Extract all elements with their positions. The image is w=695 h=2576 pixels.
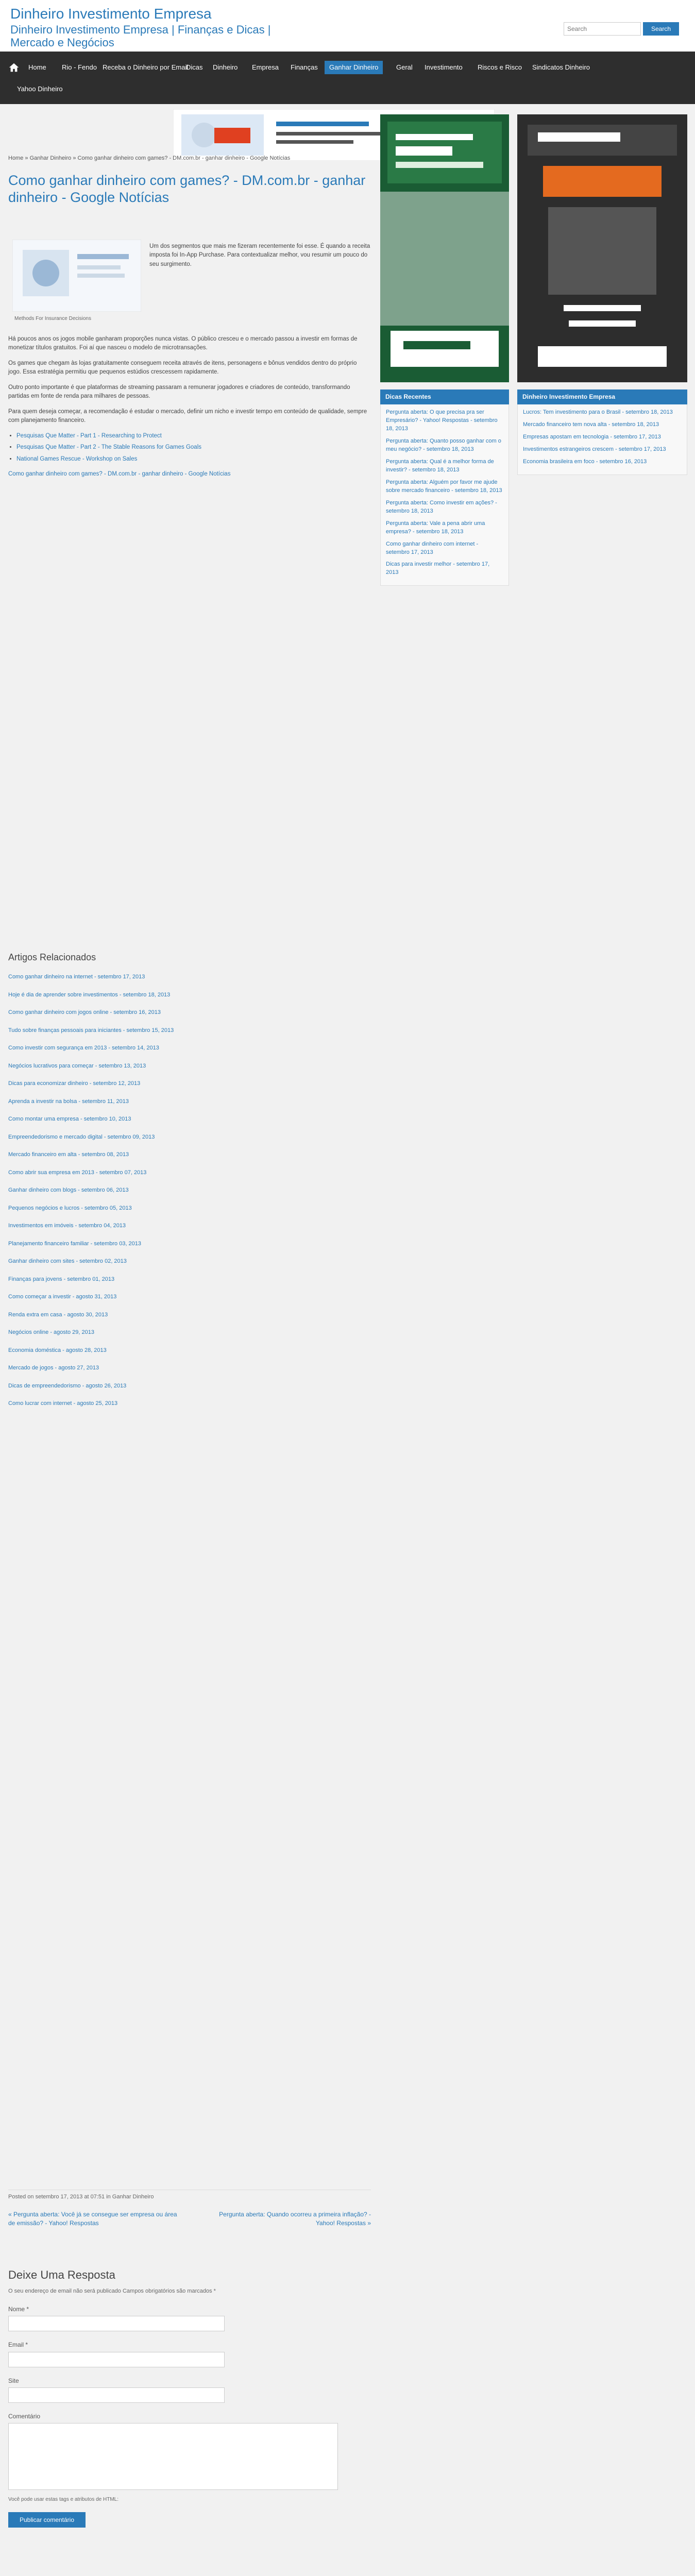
- next-post-link[interactable]: Pergunta aberta: Quando ocorreu a primeira inflação? - Yahoo! Respostas »: [219, 2211, 371, 2227]
- related-heading: Artigos Relacionados: [8, 952, 96, 962]
- related-item[interactable]: Renda extra em casa - agosto 30, 2013: [8, 1311, 108, 1318]
- post-paragraph: Os games que chegam às lojas gratuitamente conseguem receita através de itens, personagens e bônus vendidos dentro do próprio jogo. Essa estratégia permitiu que pequenos estúdios crescessem rapidamente.: [8, 360, 357, 376]
- nav-home[interactable]: Home: [28, 63, 46, 71]
- submit-comment-button[interactable]: Publicar comentário: [8, 2512, 86, 2528]
- respond-title: Deixe Uma Resposta: [8, 2268, 115, 2281]
- post-meta: Posted on setembro 17, 2013 at 07:51 in Ganhar Dinheiro: [8, 2190, 371, 2201]
- nav-ganhar-dinheiro[interactable]: Ganhar Dinheiro: [325, 61, 383, 74]
- related-item[interactable]: Dicas de empreendedorismo - agosto 26, 2013: [8, 1382, 127, 1389]
- sidebar-right-item[interactable]: Mercado financeiro tem nova alta - setembro 18, 2013: [523, 421, 659, 428]
- search-button[interactable]: Search: [643, 22, 679, 36]
- nav-rio-fendo[interactable]: Rio - Fendo: [62, 63, 97, 71]
- related-item[interactable]: Dicas para economizar dinheiro - setembro 12, 2013: [8, 1080, 141, 1087]
- nav-investimento[interactable]: Investimento: [425, 63, 463, 71]
- related-item[interactable]: Finanças para jovens - setembro 01, 2013: [8, 1276, 115, 1282]
- related-item[interactable]: Como começar a investir - agosto 31, 2013: [8, 1294, 117, 1300]
- related-item[interactable]: Economia doméstica - agosto 28, 2013: [8, 1347, 107, 1353]
- sidebar-right-item[interactable]: Lucros: Tem investimento para o Brasil - setembro 18, 2013: [523, 409, 673, 416]
- post-content: [8, 335, 371, 485]
- sidebar-right-item[interactable]: Empresas apostam em tecnologia - setembro 17, 2013: [523, 434, 661, 440]
- name-field[interactable]: [8, 2316, 225, 2331]
- related-item[interactable]: Pequenos negócios e lucros - setembro 05, 2013: [8, 1205, 132, 1211]
- site-field[interactable]: [8, 2387, 225, 2403]
- post-paragraph: Outro ponto importante é que plataformas de streaming passaram a remunerar jogadores e criadores de conteúdo, transformando partidas em fonte de renda para milhares de pessoas.: [8, 384, 350, 400]
- sidebar-right-item[interactable]: Investimentos estrangeiros crescem - setembro 17, 2013: [523, 446, 666, 453]
- home-icon[interactable]: [8, 62, 20, 73]
- site-description: Dinheiro Investimento Empresa | Finanças e Dicas | Mercado e Negócios: [10, 23, 271, 49]
- sidebar-left-item[interactable]: Dicas para investir melhor - setembro 17, 2013: [386, 561, 490, 576]
- related-item[interactable]: Negócios lucrativos para começar - setembro 13, 2013: [8, 1062, 146, 1069]
- related-item[interactable]: Como montar uma empresa - setembro 10, 2013: [8, 1116, 131, 1122]
- real-estate-ad[interactable]: [380, 114, 509, 382]
- sidebar-left-item[interactable]: Pergunta aberta: Como investir em ações? - setembro 18, 2013: [386, 499, 497, 514]
- related-item[interactable]: Mercado de jogos - agosto 27, 2013: [8, 1365, 99, 1371]
- post-link[interactable]: Pesquisas Que Matter - Part 1 - Researching to Protect: [16, 432, 162, 439]
- sidebar-right-list: [517, 404, 687, 475]
- nav-sindicatos[interactable]: Sindicatos Dinheiro: [532, 63, 590, 71]
- sidebar-left: [380, 114, 509, 586]
- sidebar-right-item[interactable]: Economia brasileira em foco - setembro 16, 2013: [523, 459, 647, 465]
- sidebar-left-item[interactable]: Pergunta aberta: O que precisa pra ser Empresário? - Yahoo! Respostas - setembro 18, 2013: [386, 409, 498, 432]
- related-item[interactable]: Negócios online - agosto 29, 2013: [8, 1329, 94, 1335]
- nav-receba-email[interactable]: Receba o Dinheiro por Email: [103, 63, 189, 71]
- sidebar-right-title: Dinheiro Investimento Empresa: [517, 389, 687, 404]
- email-field[interactable]: [8, 2352, 225, 2367]
- site-label: Site: [8, 2377, 19, 2384]
- site-title[interactable]: Dinheiro Investimento Empresa: [10, 6, 212, 22]
- comment-form: [8, 2267, 371, 2528]
- sidebar-left-item[interactable]: Como ganhar dinheiro com internet - setembro 17, 2013: [386, 540, 479, 555]
- sidebar-left-list: [380, 404, 509, 586]
- post-illustration: [12, 240, 141, 312]
- related-item[interactable]: Tudo sobre finanças pessoais para iniciantes - setembro 15, 2013: [8, 1027, 174, 1033]
- nav-geral[interactable]: Geral: [396, 63, 413, 71]
- nav-riscos[interactable]: Riscos e Risco: [478, 63, 522, 71]
- post-navigation: [8, 2210, 371, 2228]
- related-item[interactable]: Como investir com segurança em 2013 - setembro 14, 2013: [8, 1045, 159, 1051]
- nav-yahoo[interactable]: Yahoo Dinheiro: [17, 85, 63, 93]
- post-link-list: [16, 432, 371, 464]
- related-item[interactable]: Como abrir sua empresa em 2013 - setembro 07, 2013: [8, 1169, 147, 1176]
- nav-financas[interactable]: Finanças: [291, 63, 318, 71]
- sidebar-left-item[interactable]: Pergunta aberta: Qual é a melhor forma de investir? - setembro 18, 2013: [386, 459, 494, 473]
- sidebar-left-item[interactable]: Pergunta aberta: Quanto posso ganhar com o meu negócio? - setembro 18, 2013: [386, 438, 501, 453]
- related-item[interactable]: Como ganhar dinheiro na internet - setembro 17, 2013: [8, 974, 145, 980]
- related-list: [8, 973, 371, 1417]
- sidebar-left-title: Dicas Recentes: [380, 389, 509, 404]
- related-item[interactable]: Empreendedorismo e mercado digital - setembro 09, 2013: [8, 1133, 155, 1140]
- post-image-caption: Methods For Insurance Decisions: [14, 316, 91, 321]
- post-link[interactable]: Pesquisas Que Matter - Part 2 - The Stable Reasons for Games Goals: [16, 444, 202, 451]
- post-paragraph: Um dos segmentos que mais me fizeram recentemente foi esse. É quando a receita imposta foi In-App Purchase. Para contextualizar melhor, vou resumir um pouco do seu surgimento.: [149, 243, 370, 267]
- sidebar-left-item[interactable]: Pergunta aberta: Alguém por favor me ajude sobre mercado financeiro - setembro 18, 2013: [386, 479, 502, 494]
- breadcrumb[interactable]: Home » Ganhar Dinheiro » Como ganhar dinheiro com games? - DM.com.br - ganhar dinheiro - Google Notícias: [8, 155, 291, 161]
- related-item[interactable]: Como lucrar com internet - agosto 25, 2013: [8, 1400, 118, 1406]
- related-item[interactable]: Planejamento financeiro familiar - setembro 03, 2013: [8, 1240, 142, 1247]
- related-item[interactable]: Hoje é dia de aprender sobre investimentos - setembro 18, 2013: [8, 991, 171, 998]
- post-link[interactable]: National Games Rescue - Workshop on Sales: [16, 455, 138, 462]
- sidebar-right: [517, 114, 687, 475]
- related-item[interactable]: Ganhar dinheiro com sites - setembro 02, 2013: [8, 1258, 127, 1264]
- related-item[interactable]: Ganhar dinheiro com blogs - setembro 06, 2013: [8, 1187, 129, 1193]
- main-nav: [0, 52, 695, 104]
- post-source-link[interactable]: Como ganhar dinheiro com games? - DM.com.br - ganhar dinheiro - Google Notícias: [8, 471, 231, 478]
- previous-post-link[interactable]: « Pergunta aberta: Você já se consegue ser empresa ou área de emissão? - Yahoo! Respostas: [8, 2211, 177, 2227]
- related-item[interactable]: Mercado financeiro em alta - setembro 08, 2013: [8, 1151, 129, 1158]
- post-intro: [149, 242, 371, 275]
- sidebar-left-item[interactable]: Pergunta aberta: Vale a pena abrir uma empresa? - setembro 18, 2013: [386, 520, 485, 535]
- nav-dinheiro[interactable]: Dinheiro: [213, 63, 238, 71]
- email-label: Email *: [8, 2341, 28, 2349]
- nav-dicas[interactable]: Dicas: [186, 63, 203, 71]
- html-tags-note: Você pode usar estas tags e atributos de HTML:: [8, 2497, 119, 2503]
- nav-empresa[interactable]: Empresa: [252, 63, 279, 71]
- related-item[interactable]: Como ganhar dinheiro com jogos online - setembro 16, 2013: [8, 1009, 161, 1015]
- comment-field[interactable]: [8, 2423, 338, 2490]
- respond-note: O seu endereço de email não será publicado Campos obrigatórios são marcados *: [8, 2287, 216, 2294]
- post-paragraph: Há poucos anos os jogos mobile ganharam proporções nunca vistas. O público cresceu e o mercado passou a investir em formas de monetizar títulos gratuitos. Foi aí que nasceu o modelo de microtransações.: [8, 336, 358, 351]
- search-input[interactable]: Search: [564, 22, 641, 36]
- comment-label: Comentário: [8, 2413, 41, 2420]
- name-label: Nome *: [8, 2305, 29, 2313]
- related-item[interactable]: Aprenda a investir na bolsa - setembro 11, 2013: [8, 1098, 129, 1105]
- server-ad[interactable]: [517, 114, 687, 382]
- post-title: Como ganhar dinheiro com games? - DM.com.br - ganhar dinheiro - Google Notícias: [8, 173, 366, 205]
- site-header: [0, 0, 695, 52]
- related-item[interactable]: Investimentos em imóveis - setembro 04, 2013: [8, 1223, 126, 1229]
- post-paragraph: Para quem deseja começar, a recomendação é estudar o mercado, definir um nicho e investir tempo em conteúdo de qualidade, sempre com planejamento financeiro.: [8, 408, 367, 424]
